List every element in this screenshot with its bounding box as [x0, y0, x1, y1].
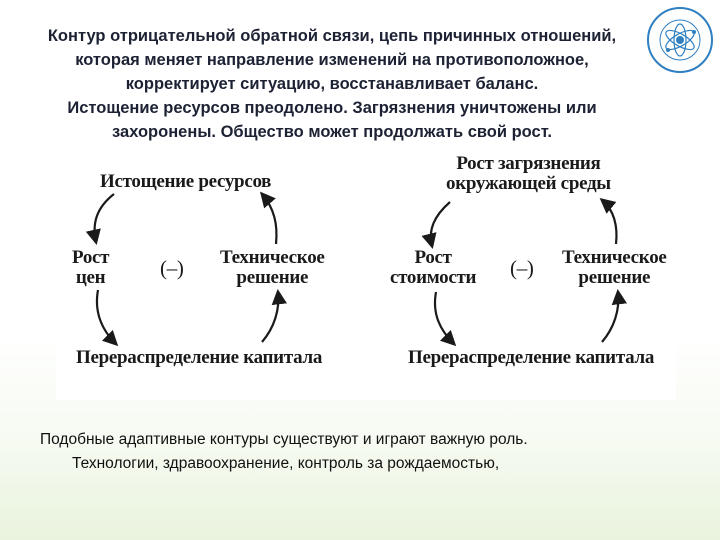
node-line: Рост — [414, 247, 452, 268]
arrow-top-to-left — [95, 194, 114, 242]
node-line: Рост загрязнения — [456, 153, 601, 174]
arrow-bottom-to-right — [602, 292, 618, 342]
title-line: захоронены. Общество может продолжать свой рост. — [112, 123, 552, 141]
node-capital-redistribution: Перераспределение капитала — [76, 347, 323, 368]
title-line: Истощение ресурсов преодолено. Загрязнения уничтожены или — [67, 99, 597, 117]
arrow-top-to-left — [431, 202, 450, 246]
node-technical-solution — [220, 248, 325, 288]
node-line: стоимости — [390, 267, 477, 288]
node-pollution-growth — [446, 154, 611, 194]
node-capital-redistribution: Перераспределение капитала — [408, 347, 655, 368]
title-line: которая меняет направление изменений на противоположное, — [75, 51, 589, 69]
institute-logo — [646, 6, 714, 74]
node-line: Техническое — [220, 247, 325, 268]
slide-title — [20, 24, 644, 144]
arrow-left-to-bottom — [97, 290, 116, 344]
node-line: решение — [578, 267, 651, 288]
node-line: Техническое — [562, 247, 667, 268]
arrow-bottom-to-right — [262, 292, 278, 342]
arrow-right-to-top — [262, 194, 276, 244]
arrow-right-to-top — [602, 200, 616, 244]
negative-sign: (–) — [160, 256, 184, 280]
node-line: решение — [236, 267, 309, 288]
node-resource-depletion: Истощение ресурсов — [100, 171, 272, 192]
node-cost-growth — [390, 248, 476, 288]
footer-line: Технологии, здравоохранение, контроль за рождаемостью, — [72, 455, 500, 472]
node-line: окружающей среды — [446, 173, 611, 194]
negative-sign: (–) — [510, 256, 534, 280]
title-line: корректирует ситуацию, восстанавливает баланс. — [125, 75, 539, 93]
footer-text — [40, 428, 680, 476]
node-technical-solution — [562, 248, 667, 288]
node-line: Рост — [72, 247, 110, 268]
footer-line: Подобные адаптивные контуры существуют и играют важную роль. — [40, 431, 528, 448]
arrow-left-to-bottom — [435, 292, 454, 344]
feedback-loop-diagrams — [56, 150, 676, 400]
node-line: цен — [75, 267, 106, 288]
title-line: Контур отрицательной обратной связи, цепь причинных отношений, — [47, 27, 617, 45]
node-price-growth — [72, 248, 109, 288]
